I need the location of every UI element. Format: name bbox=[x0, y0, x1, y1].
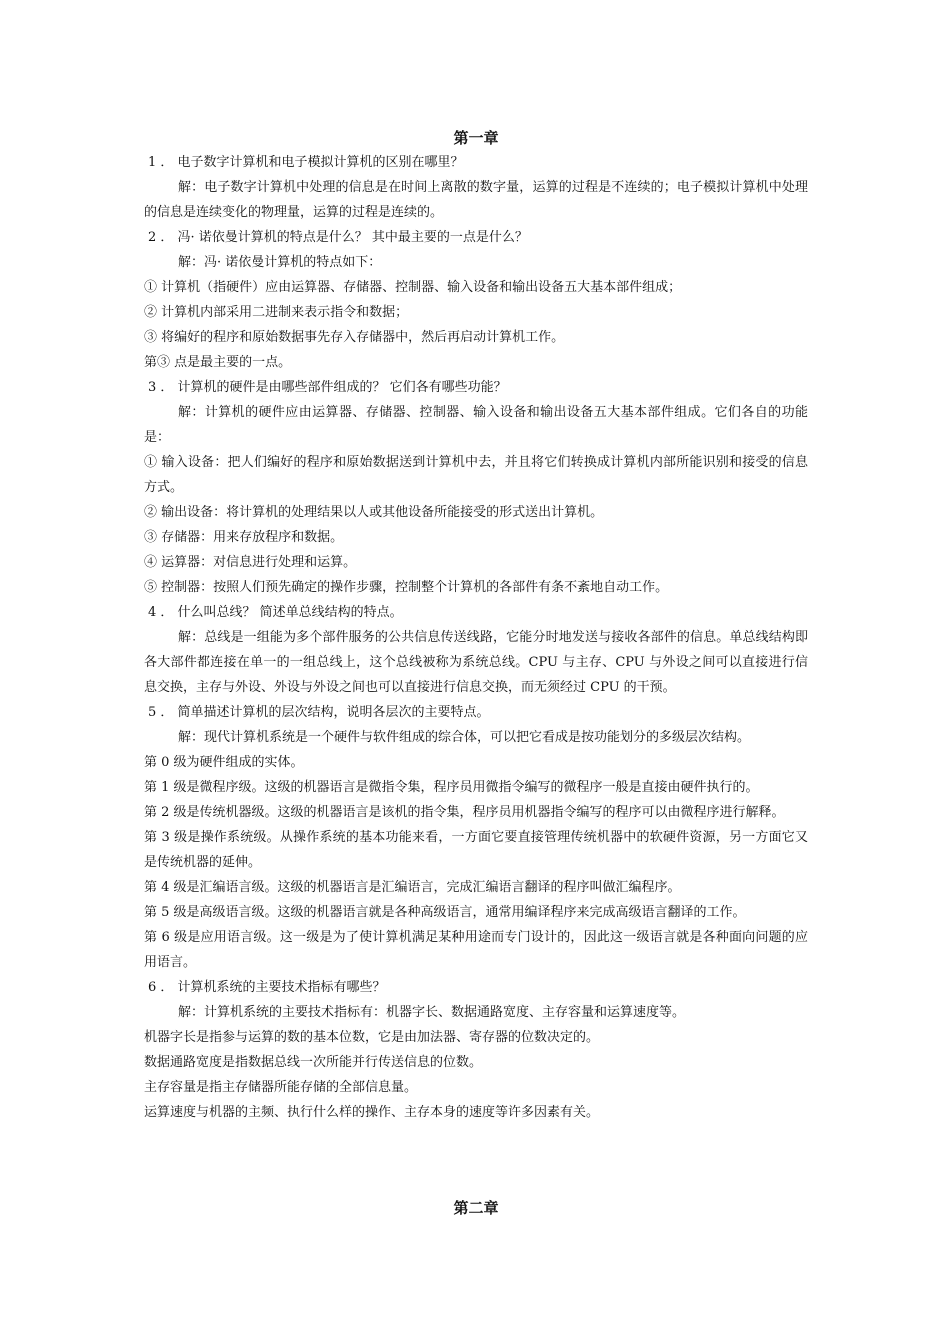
metric-item: 数据通路宽度是指数据总线一次所能并行传送信息的位数。 bbox=[144, 1055, 483, 1070]
answer-6: 解：计算机系统的主要技术指标有：机器字长、数据通路宽度、主存容量和运算速度等。 bbox=[178, 1005, 686, 1020]
answer-1: 解：电子数字计算机中处理的信息是在时间上离散的数字量，运算的过程是不连续的；电子模拟计算机中处理的信息是连续变化的物理量，运算的过程是连续的。 bbox=[144, 180, 808, 220]
chapter-1-title: 第一章 bbox=[453, 129, 499, 147]
list-item: ② 输出设备：将计算机的处理结果以人或其他设备所能接受的形式送出计算机。 bbox=[144, 505, 604, 520]
list-item: ① 计算机（指硬件）应由运算器、存储器、控制器、输入设备和输出设备五大基本部件组成； bbox=[144, 280, 682, 295]
question-5: 5 ． 简单描述计算机的层次结构，说明各层次的主要特点。 bbox=[148, 705, 490, 720]
answer-3: 解：计算机的硬件应由运算器、存储器、控制器、输入设备和输出设备五大基本部件组成。它们各自的功能是： bbox=[144, 405, 808, 445]
level-item: 第 4 级是汇编语言级。这级的机器语言是汇编语言，完成汇编语言翻译的程序叫做汇编程序。 bbox=[144, 880, 681, 895]
metric-item: 主存容量是指主存储器所能存储的全部信息量。 bbox=[144, 1080, 418, 1095]
list-item: ③ 将编好的程序和原始数据事先存入存储器中，然后再启动计算机工作。 bbox=[144, 330, 565, 345]
question-4: 4 ． 什么叫总线？ 简述单总线结构的特点。 bbox=[148, 605, 403, 620]
answer-2: 解：冯· 诺依曼计算机的特点如下： bbox=[178, 255, 382, 270]
level-item: 第 5 级是高级语言级。这级的机器语言就是各种高级语言，通常用编译程序来完成高级语言翻译的工作。 bbox=[144, 905, 746, 920]
level-item: 第 1 级是微程序级。这级的机器语言是微指令集，程序员用微指令编写的微程序一般是直接由硬件执行的。 bbox=[144, 780, 759, 795]
question-2: 2 ． 冯· 诺依曼计算机的特点是什么？ 其中最主要的一点是什么？ bbox=[148, 230, 528, 245]
answer-note: 第③ 点是最主要的一点。 bbox=[144, 355, 292, 370]
metric-item: 运算速度与机器的主频、执行什么样的操作、主存本身的速度等许多因素有关。 bbox=[144, 1105, 600, 1120]
answer-4: 解：总线是一组能为多个部件服务的公共信息传送线路，它能分时地发送与接收各部件的信息。单总线结构即各大部件都连接在单一的一组总线上，这个总线被称为系统总线。CPU 与主存、CPU 与外设之间可以直接进行信息交换，主存与外设、外设与外设之间也可以直接进行信息交换，而无须经过 CPU 的干预。 bbox=[144, 630, 808, 695]
level-item: 第 2 级是传统机器级。这级的机器语言是该机的指令集，程序员用机器指令编写的程序可以由微程序进行解释。 bbox=[144, 805, 785, 820]
question-3: 3 ． 计算机的硬件是由哪些部件组成的？ 它们各有哪些功能？ bbox=[148, 380, 507, 395]
list-item: ② 计算机内部采用二进制来表示指令和数据； bbox=[144, 305, 409, 320]
level-item: 第 3 级是操作系统级。从操作系统的基本功能来看，一方面它要直接管理传统机器中的软硬件资源，另一方面它又是传统机器的延伸。 bbox=[144, 830, 808, 870]
list-item: ① 输入设备：把人们编好的程序和原始数据送到计算机中去，并且将它们转换成计算机内部所能识别和接受的信息方式。 bbox=[144, 455, 808, 495]
chapter-1 bbox=[144, 126, 808, 1125]
list-item: ⑤ 控制器：按照人们预先确定的操作步骤，控制整个计算机的各部件有条不紊地自动工作。 bbox=[144, 580, 669, 595]
list-item: ③ 存储器：用来存放程序和数据。 bbox=[144, 530, 344, 545]
chapter-2-title: 第二章 bbox=[453, 1199, 499, 1217]
level-item: 第 0 级为硬件组成的实体。 bbox=[144, 755, 304, 770]
answer-5: 解：现代计算机系统是一个硬件与软件组成的综合体，可以把它看成是按功能划分的多级层次结构。 bbox=[178, 730, 751, 745]
question-6: 6 ． 计算机系统的主要技术指标有哪些？ bbox=[148, 980, 386, 995]
chapter-2 bbox=[144, 1196, 808, 1220]
level-item: 第 6 级是应用语言级。这一级是为了使计算机满足某种用途而专门设计的，因此这一级语言就是各种面向问题的应用语言。 bbox=[144, 930, 808, 970]
list-item: ④ 运算器：对信息进行处理和运算。 bbox=[144, 555, 357, 570]
question-1: 1 ． 电子数字计算机和电子模拟计算机的区别在哪里？ bbox=[148, 155, 464, 170]
metric-item: 机器字长是指参与运算的数的基本位数，它是由加法器、寄存器的位数决定的。 bbox=[144, 1030, 600, 1045]
